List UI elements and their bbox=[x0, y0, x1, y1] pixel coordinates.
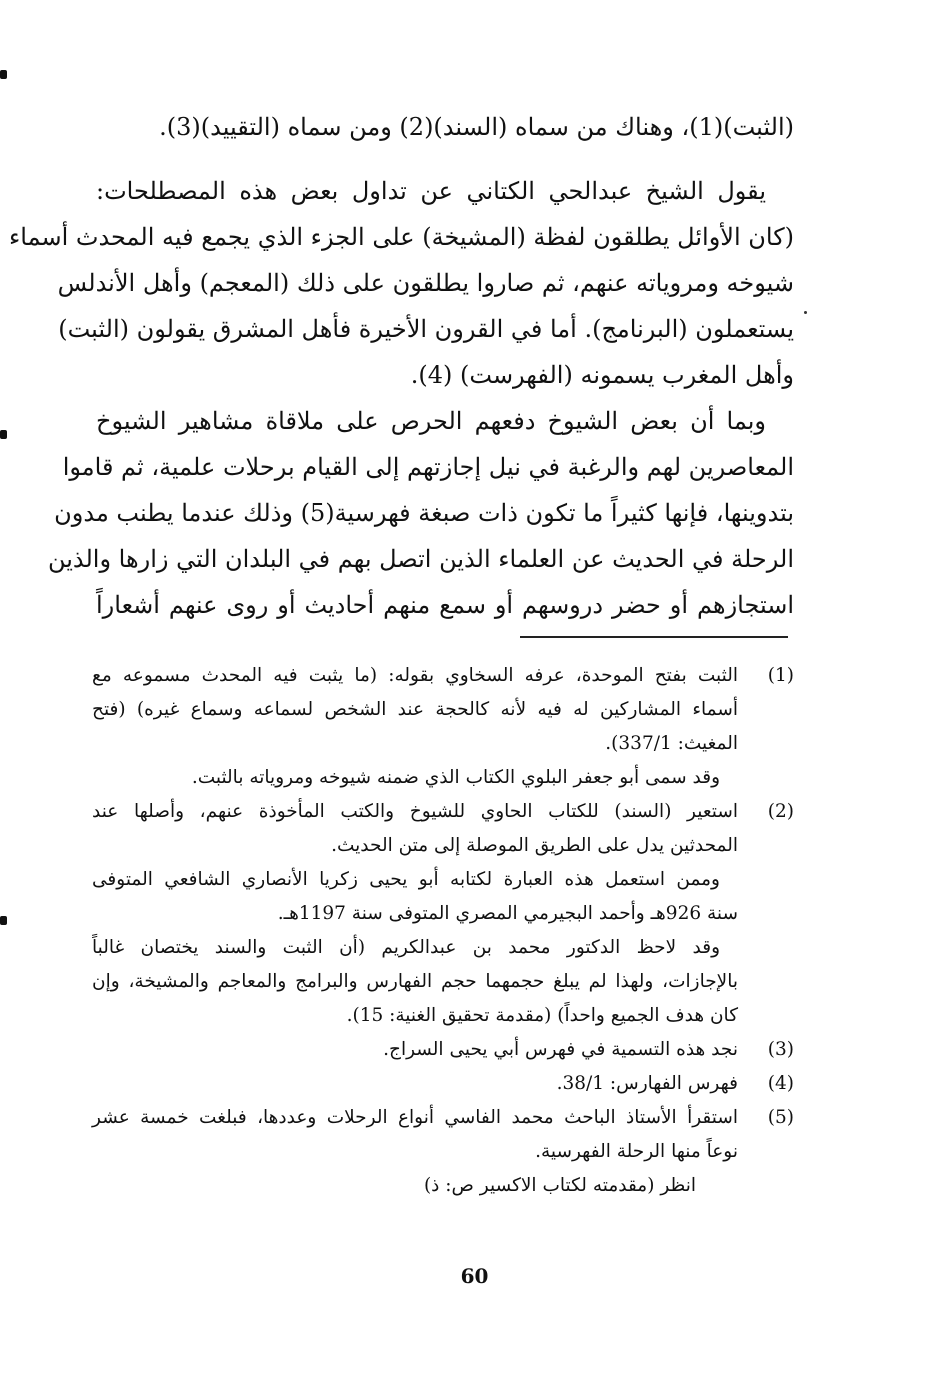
footnotes bbox=[92, 659, 794, 1203]
footnote-line: الثبت بفتح الموحدة، عرفه السخاوي بقوله: (ما يثبت فيه المحدث مسموعه مع bbox=[92, 665, 738, 686]
paragraph-line: وأهل المغرب يسمونه (الفهرست) (4). bbox=[410, 361, 794, 389]
footnote-text bbox=[92, 1101, 738, 1169]
footnote-line: انظر (مقدمته لكتاب الاكسير ص: ذ) bbox=[423, 1175, 696, 1196]
top-line-text: (الثبت)(1)، وهناك من سماه (السند)(2) ومن سماه (التقييد)(3). bbox=[159, 113, 794, 141]
paragraph-rihla bbox=[47, 398, 794, 628]
footnote-line: نجد هذه التسمية في فهرس أبي يحيى السراج. bbox=[383, 1039, 738, 1060]
footnote-text bbox=[92, 795, 738, 863]
footnote-number: (4) bbox=[767, 1073, 794, 1094]
paragraph-line: المعاصرين لهم والرغبة في نيل إجازتهم إلى القيام برحلات علمية، ثم قاموا bbox=[62, 453, 794, 481]
footnote-number: (3) bbox=[767, 1039, 794, 1060]
footnote-number: (5) bbox=[767, 1107, 794, 1128]
footnote-line: وقد لاحظ الدكتور محمد بن عبدالكريم (أن الثبت والسند يختصان غالباً bbox=[92, 937, 720, 958]
footnote-3 bbox=[92, 1033, 794, 1067]
paragraph-line: شيوخه ومروياته عنهم، ثم صاروا يطلقون على ذلك (المعجم) وأهل الأندلس bbox=[57, 269, 794, 297]
footnote-line: فهرس الفهارس: 38/1. bbox=[556, 1073, 738, 1094]
footnote-5 bbox=[92, 1101, 794, 1169]
paragraph-line: يقول الشيخ عبدالحي الكتاني عن تداول بعض هذه المصطلحات: bbox=[96, 177, 766, 205]
footnote-line: كان هدف الجميع واحداً) (مقدمة تحقيق الغنية: 15). bbox=[346, 1005, 738, 1026]
footnote-separator bbox=[520, 636, 788, 638]
footnote-text bbox=[92, 659, 738, 761]
footnote-2 bbox=[92, 795, 794, 863]
paragraph-line: وبما أن بعض الشيوخ دفعهم الحرص على ملاقاة مشاهير الشيوخ bbox=[96, 407, 766, 435]
footnote-line: استعير (السند) للكتاب الحاوي للشيوخ والكتب المأخوذة عنهم، وأصلها عند bbox=[92, 801, 738, 822]
footnote-line: نوعاً منها الرحلة الفهرسية. bbox=[535, 1141, 738, 1162]
footnote-line: المحدثين يدل على الطريق الموصلة إلى متن الحديث. bbox=[331, 835, 738, 856]
footnote-1-continuation bbox=[92, 761, 794, 795]
page-number: 60 bbox=[460, 1264, 489, 1288]
footnote-line: وقد سمى أبو جعفر البلوي الكتاب الذي ضمنه شيوخه ومروياته بالثبت. bbox=[191, 767, 720, 788]
footnote-text bbox=[92, 1067, 738, 1101]
binding-hole-mark bbox=[0, 70, 7, 79]
footnote-text bbox=[92, 1033, 738, 1067]
footnote-2-continuation-a bbox=[92, 863, 794, 931]
footnote-line: أسماء المشاركين له فيه لأنه كالحجة عند الشخص لسماعه وسماع غيره) (فتح bbox=[92, 699, 738, 720]
paragraph-line: الرحلة في الحديث عن العلماء الذين اتصل بهم في البلدان التي زارها والذين bbox=[47, 545, 794, 573]
footnote-1 bbox=[92, 659, 794, 761]
paragraph-line: يستعملون (البرنامج). أما في القرون الأخيرة فأهل المشرق يقولون (الثبت) bbox=[58, 315, 794, 343]
footnote-line: استقرأ الأستاذ الباحث محمد الفاسي أنواع الرحلات وعددها، فبلغت خمسة عشر bbox=[92, 1107, 738, 1128]
footnote-number: (2) bbox=[767, 801, 794, 822]
paragraph-line: استجازهم أو حضر دروسهم أو سمع منهم أحاديث أو روى عنهم أشعاراً bbox=[96, 591, 794, 619]
scan-speck bbox=[804, 311, 807, 314]
footnote-line: بالإجازات، ولهذا لم يبلغ حجمهما حجم الفهارس والبرامج والمعاجم والمشيخة، وإن bbox=[92, 971, 738, 992]
top-line bbox=[96, 104, 794, 150]
footnote-line: المغيث: 337/1). bbox=[605, 733, 738, 754]
binding-hole-mark bbox=[0, 430, 7, 439]
binding-hole-mark bbox=[0, 916, 7, 925]
footnote-4 bbox=[92, 1067, 794, 1101]
footnote-2-continuation-b bbox=[92, 931, 794, 1033]
paragraph-line: (كان الأوائل يطلقون لفظة (المشيخة) على الجزء الذي يجمع فيه المحدث أسماء bbox=[8, 223, 794, 251]
footnote-line: سنة 926هـ وأحمد البجيرمي المصري المتوفى سنة 1197هـ. bbox=[277, 903, 738, 924]
footnote-line: وممن استعمل هذه العبارة لكتابه أبو يحيى زكريا الأنصاري الشافعي المتوفى bbox=[92, 869, 720, 890]
paragraph-kattani-quote bbox=[8, 168, 794, 398]
footnote-number: (1) bbox=[767, 665, 794, 686]
paragraph-line: بتدوينها، فإنها كثيراً ما تكون ذات صبغة فهرسية(5) وذلك عندما يطنب مدون bbox=[54, 499, 794, 527]
footnote-5-continuation bbox=[92, 1169, 794, 1203]
